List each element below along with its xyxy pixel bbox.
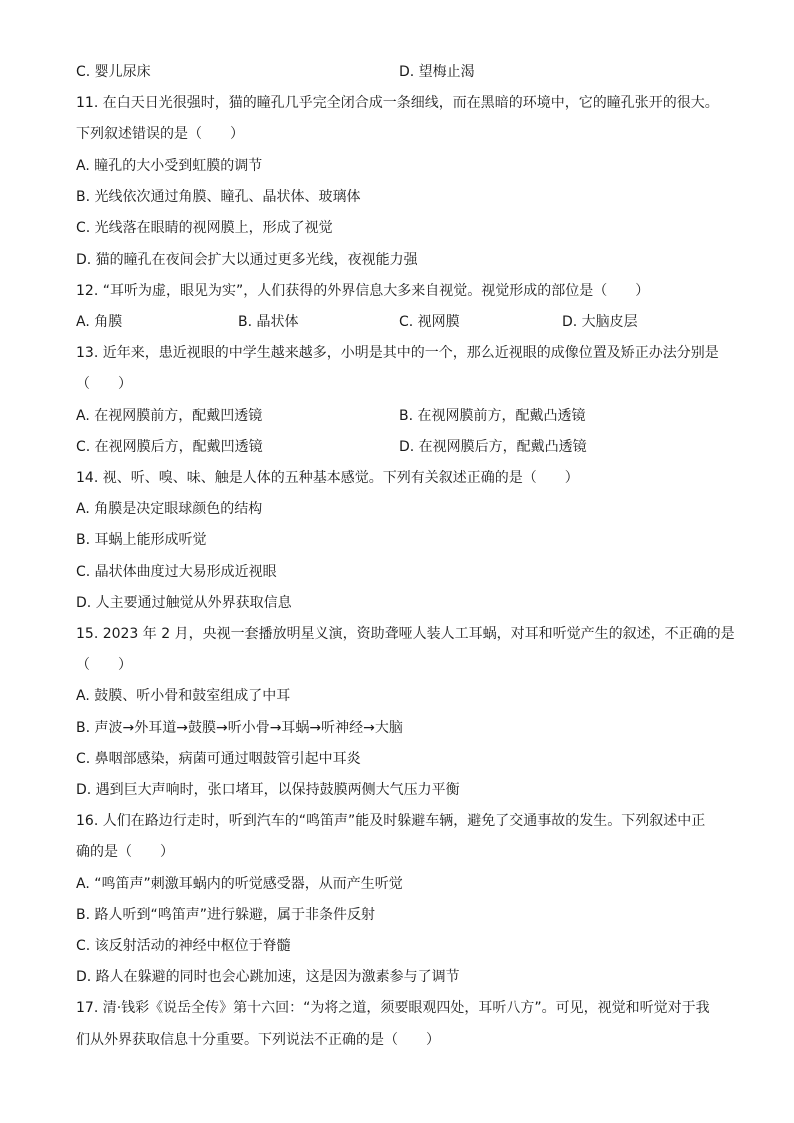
q17-stem-line1: 17. 清·钱彩《说岳全传》第十六回：“为将之道，须要眼观四处，耳听八方”。可见，视觉和听觉对于我	[76, 1000, 710, 1016]
q14-option-b: B. 耳蜗上能形成听觉	[76, 532, 207, 548]
q11-option-a: A. 瞳孔的大小受到虹膜的调节	[76, 158, 263, 174]
q11-option-d: D. 猫的瞳孔在夜间会扩大以通过更多光线，夜视能力强	[76, 252, 418, 268]
q15-stem-line2: （ ）	[76, 657, 132, 673]
q15-option-d: D. 遇到巨大声响时，张口堵耳，以保持鼓膜两侧大气压力平衡	[76, 782, 460, 798]
q11-stem-line2: 下列叙述错误的是（ ）	[76, 126, 244, 142]
q14-option-d: D. 人主要通过触觉从外界获取信息	[76, 595, 292, 611]
q16-stem-line2: 确的是（ ）	[76, 844, 174, 860]
q13-option-b: B. 在视网膜前方，配戴凸透镜	[399, 408, 586, 424]
q10-option-d: D. 望梅止渴	[399, 64, 475, 80]
q14-option-a: A. 角膜是决定眼球颜色的结构	[76, 501, 263, 517]
q11-option-c: C. 光线落在眼睛的视网膜上，形成了视觉	[76, 220, 333, 236]
q13-option-c: C. 在视网膜后方，配戴凹透镜	[76, 439, 263, 455]
q12-option-d: D. 大脑皮层	[562, 314, 638, 330]
q12-option-a: A. 角膜	[76, 314, 123, 330]
q11-stem-line1: 11. 在白天日光很强时，猫的瞳孔几乎完全闭合成一条细线，而在黑暗的环境中，它的瞳孔张开的很大。	[76, 95, 719, 111]
q13-option-d: D. 在视网膜后方，配戴凸透镜	[399, 439, 587, 455]
q12-stem: 12. “耳听为虚，眼见为实”，人们获得的外界信息大多来自视觉。视觉形成的部位是（ ）	[76, 283, 650, 299]
q12-option-c: C. 视网膜	[399, 314, 460, 330]
q16-option-c: C. 该反射活动的神经中枢位于脊髓	[76, 938, 291, 954]
q16-option-b: B. 路人听到“鸣笛声”进行躲避，属于非条件反射	[76, 907, 376, 923]
q15-option-b: B. 声波→外耳道→鼓膜→听小骨→耳蜗→听神经→大脑	[76, 720, 403, 736]
q15-stem-line1: 15. 2023 年 2 月，央视一套播放明星义演，资助聋哑人装人工耳蜗，对耳和听觉产生的叙述，不正确的是	[76, 626, 735, 642]
q16-option-d: D. 路人在躲避的同时也会心跳加速，这是因为激素参与了调节	[76, 969, 460, 985]
q17-stem-line2: 们从外界获取信息十分重要。下列说法不正确的是（ ）	[76, 1032, 440, 1048]
q14-option-c: C. 晶状体曲度过大易形成近视眼	[76, 564, 277, 580]
q10-option-c: C. 婴儿尿床	[76, 64, 151, 80]
q15-option-c: C. 鼻咽部感染，病菌可通过咽鼓管引起中耳炎	[76, 751, 361, 767]
q16-option-a: A. “鸣笛声”刺激耳蜗内的听觉感受器，从而产生听觉	[76, 876, 403, 892]
q15-option-a: A. 鼓膜、听小骨和鼓室组成了中耳	[76, 688, 291, 704]
q14-stem: 14. 视、听、嗅、味、触是人体的五种基本感觉。下列有关叙述正确的是（ ）	[76, 470, 579, 486]
q13-stem-line2: （ ）	[76, 376, 132, 392]
q11-option-b: B. 光线依次通过角膜、瞳孔、晶状体、玻璃体	[76, 189, 361, 205]
q13-option-a: A. 在视网膜前方，配戴凹透镜	[76, 408, 263, 424]
q13-stem-line1: 13. 近年来，患近视眼的中学生越来越多，小明是其中的一个，那么近视眼的成像位置及矫正办法分别是	[76, 345, 719, 361]
q16-stem-line1: 16. 人们在路边行走时，听到汽车的“鸣笛声”能及时躲避车辆，避免了交通事故的发生。下列叙述中正	[76, 813, 706, 829]
q12-option-b: B. 晶状体	[238, 314, 299, 330]
